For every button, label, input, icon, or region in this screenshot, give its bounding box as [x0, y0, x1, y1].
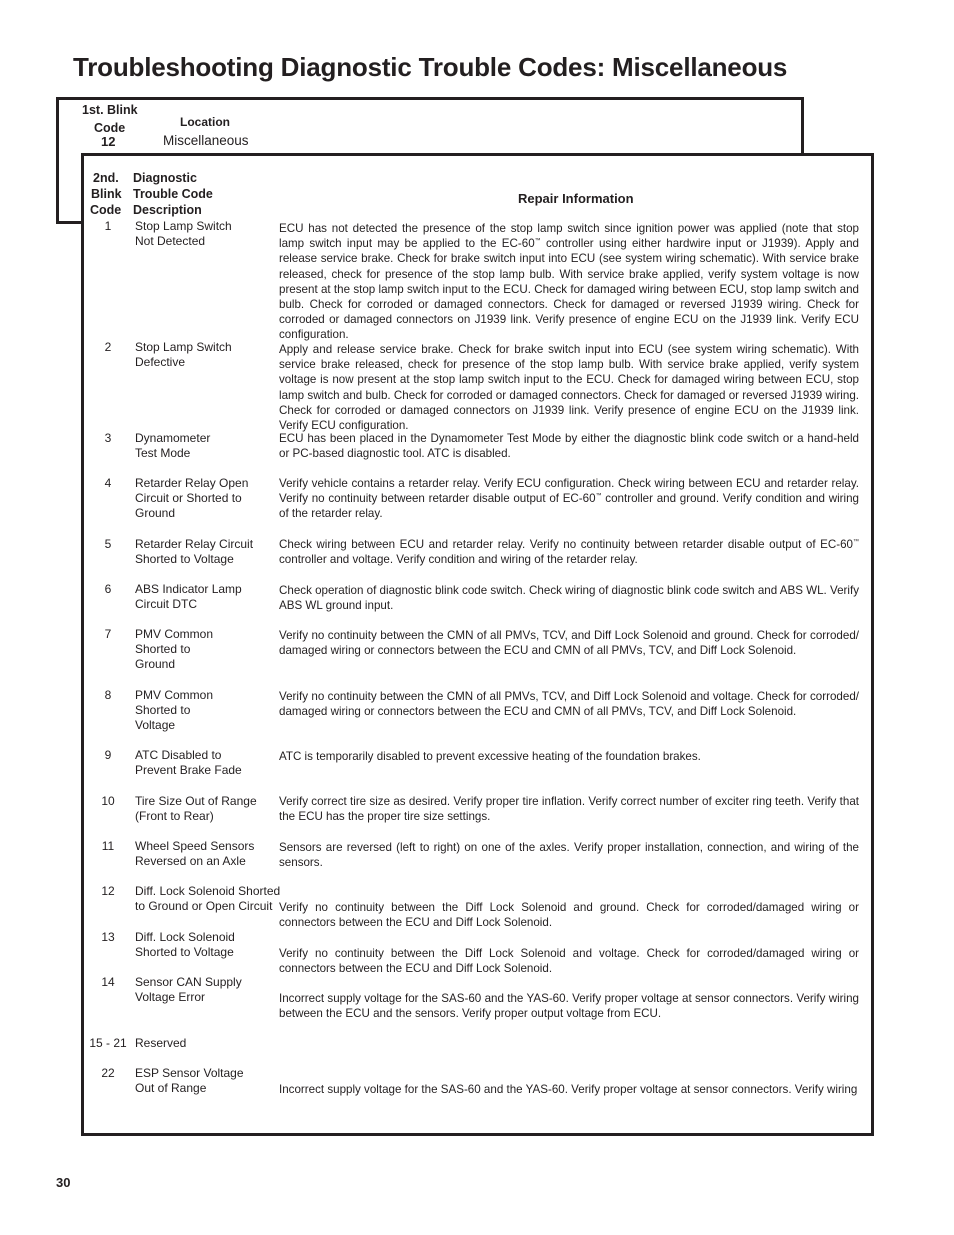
- desc-line: Shorted to Voltage: [135, 552, 234, 567]
- desc-line: ABS Indicator Lamp: [135, 582, 242, 596]
- desc-line: Sensor CAN Supply: [135, 975, 242, 989]
- row-repair-info: [279, 537, 859, 567]
- row-code: 5: [104, 537, 112, 551]
- row-description: [135, 884, 285, 914]
- info-text: controller and voltage. Verify condition and wiring of the retarder relay.: [279, 553, 638, 567]
- desc-line: Prevent Brake Fade: [135, 763, 242, 778]
- desc-line: Out of Range: [135, 1081, 207, 1096]
- row-code: 7: [104, 627, 112, 641]
- row-description: [135, 537, 280, 567]
- row-code: 14: [101, 975, 115, 989]
- row-description: [135, 975, 280, 1005]
- row-repair-info: [279, 689, 859, 719]
- desc-line: to Ground or Open Circuit: [135, 899, 273, 914]
- info-text: Verify no continuity between the CMN of all PMVs, TCV, and Diff Lock Solenoid and voltage. Check for corroded/ damaged wiring or connectors between the ECU and CMN of all PMVs, TCV, and Diff Lock Solenoid.: [279, 690, 859, 719]
- desc-line: Shorted to Voltage: [135, 945, 234, 960]
- desc-line: ATC Disabled to: [135, 748, 222, 762]
- col3-header: Repair Information: [518, 191, 634, 206]
- row-description: [135, 930, 280, 960]
- row-repair-info: [279, 991, 859, 1021]
- row-code: 10: [101, 794, 115, 808]
- desc-line: Not Detected: [135, 234, 206, 249]
- desc-line: PMV Common: [135, 627, 214, 641]
- location-value: Miscellaneous: [163, 133, 249, 148]
- info-text: Verify no continuity between the CMN of all PMVs, TCV, and Diff Lock Solenoid and ground. Check for corroded/ damaged wiring or connectors between the ECU and CMN of all PMVs, TCV, and Diff Lock Solenoid.: [279, 629, 859, 658]
- info-text: Sensors are reversed (left to right) on one of the axles. Verify proper installation, connection, and wiring of the sensors.: [279, 841, 859, 870]
- col2-header-line3: Description: [133, 203, 202, 217]
- desc-line: (Front to Rear): [135, 809, 214, 824]
- row-code: 11: [101, 839, 115, 853]
- row-repair-info: [279, 431, 859, 461]
- desc-line: Retarder Relay Circuit: [135, 537, 254, 551]
- info-text: ATC is temporarily disabled to prevent excessive heating of the foundation brakes.: [279, 750, 701, 763]
- desc-line: Voltage: [135, 718, 176, 733]
- desc-line: Shorted to: [135, 703, 191, 718]
- row-repair-info: [279, 946, 859, 976]
- first-blink-header-line2: Code: [94, 121, 126, 135]
- row-code: 22: [101, 1066, 115, 1080]
- col2-header-line1: Diagnostic: [133, 171, 197, 185]
- row-description: [135, 1036, 280, 1051]
- desc-line: Ground: [135, 506, 176, 521]
- row-repair-info: [279, 342, 859, 433]
- desc-line: Defective: [135, 355, 186, 370]
- row-code: 4: [104, 476, 112, 490]
- row-repair-info: [279, 583, 859, 613]
- col1-header-line1: 2nd.: [93, 171, 119, 185]
- col2-header-line2: Trouble Code: [133, 187, 213, 201]
- info-text: Check wiring between ECU and retarder relay. Verify no continuity between retarder disable output of EC-60: [279, 538, 853, 551]
- col1-header-line2: Blink: [91, 187, 122, 201]
- info-text: controller using either hardwire input or J1939). Apply and release service brake. Check for brake switch input into ECU (see system wiring schematic). With service brake released, check for presence of the stop lamp bulb. With service brake applied, verify system voltage is now present at the stop lamp switch input to the ECU. Check for damaged wiring between ECU, stop lamp switch and bulb. Check for corroded or damaged connectors. Check for damaged or reversed J1939 wiring. Check for corroded or damaged connectors on J1939 link. Verify presence of engine ECU on the J1939 link. Verify ECU configuration.: [279, 237, 859, 342]
- row-code: 8: [104, 688, 112, 702]
- info-text: Verify no continuity between the Diff Lock Solenoid and ground. Check for corroded/damaged wiring or connectors between the ECU and Diff Lock Solenoid.: [279, 901, 859, 930]
- row-repair-info: [279, 628, 859, 658]
- desc-line: Diff. Lock Solenoid: [135, 930, 235, 944]
- trademark-mark: ™: [534, 238, 541, 245]
- desc-line: Reversed on an Axle: [135, 854, 246, 869]
- desc-line: Tire Size Out of Range: [135, 794, 257, 808]
- desc-line: Voltage Error: [135, 990, 206, 1005]
- desc-line: Wheel Speed Sensors: [135, 839, 255, 853]
- first-blink-code: 12: [101, 134, 116, 149]
- row-code: 6: [104, 582, 112, 596]
- row-repair-info: [279, 476, 859, 522]
- row-description: [135, 219, 280, 249]
- row-description: [135, 431, 280, 461]
- page-title: Troubleshooting Diagnostic Trouble Codes: Miscellaneous: [73, 52, 788, 82]
- row-description: [135, 582, 280, 612]
- info-text: Verify correct tire size as desired. Verify proper tire inflation. Verify correct number of exciter ring teeth. Verify that the ECU has the proper tire size settings.: [279, 795, 859, 824]
- col1-header-line3: Code: [90, 203, 122, 217]
- desc-line: Test Mode: [135, 446, 191, 461]
- desc-line: Ground: [135, 657, 176, 672]
- desc-line: Retarder Relay Open: [135, 476, 249, 490]
- row-code: 15 - 21: [89, 1036, 127, 1050]
- desc-line: Stop Lamp Switch: [135, 340, 232, 354]
- row-description: [135, 688, 280, 734]
- row-repair-info: [279, 749, 859, 764]
- row-code: 2: [104, 340, 112, 354]
- row-description: [135, 839, 280, 869]
- info-text: Incorrect supply voltage for the SAS-60 and the YAS-60. Verify proper voltage at sensor connectors. Verify wiring between the ECU and the sensors. Verify proper output voltage from ECU.: [279, 992, 859, 1021]
- row-code: 3: [104, 431, 112, 445]
- info-text: Incorrect supply voltage for the SAS-60 and the YAS-60. Verify proper voltage at sensor connectors. Verify wiring: [279, 1083, 858, 1096]
- row-repair-info: [279, 900, 859, 930]
- info-text: ECU has not detected the presence of the stop lamp switch since ignition power was applied (note that stop lamp switch input may be applied to the EC-60: [279, 222, 859, 251]
- row-description: [135, 1066, 280, 1096]
- info-text: Apply and release service brake. Check for brake switch input into ECU (see system wiring schematic). With service brake released, check for presence of the stop lamp bulb. With service brake applied, verify system voltage is now present at the stop lamp switch input to the ECU. Check for damaged wiring between ECU, stop lamp switch and bulb. Check for corroded or damaged connectors. Check for damaged or reversed J1939 wiring. Check for corroded or damaged connectors on J1939 link. Verify presence of engine ECU on the J1939 link. Verify ECU configuration.: [279, 343, 859, 433]
- row-code: 1: [104, 219, 112, 233]
- info-text: Verify no continuity between the Diff Lock Solenoid and voltage. Check for corroded/damaged wiring or connectors between the ECU and Diff Lock Solenoid.: [279, 947, 859, 976]
- row-repair-info: [279, 221, 859, 343]
- row-description: [135, 748, 280, 778]
- location-header: Location: [180, 115, 230, 129]
- info-text: Verify vehicle contains a retarder relay. Verify ECU configuration. Check wiring between ECU and retarder relay. Verify no continuity between retarder disable output of EC-60: [279, 477, 859, 506]
- row-description: [135, 476, 280, 522]
- desc-line: Circuit DTC: [135, 597, 197, 612]
- row-code: 9: [104, 748, 112, 762]
- first-blink-header-line1: 1st. Blink: [82, 103, 138, 117]
- info-text: controller and ground. Verify condition and wiring of the retarder relay.: [279, 492, 859, 521]
- info-text: ECU has been placed in the Dynamometer Test Mode by either the diagnostic blink code switch or a hand-held or PC-based diagnostic tool. ATC is disabled.: [279, 432, 859, 461]
- row-description: [135, 340, 280, 370]
- page-number: 30: [56, 1175, 71, 1190]
- row-repair-info: [279, 794, 859, 824]
- row-repair-info: [279, 1082, 859, 1097]
- desc-line: Stop Lamp Switch: [135, 219, 232, 233]
- trademark-mark: ™: [853, 539, 859, 546]
- desc-line: PMV Common: [135, 688, 214, 702]
- info-text: Check operation of diagnostic blink code switch. Check wiring of diagnostic blink code switch and ABS WL. Verify ABS WL ground input.: [279, 584, 859, 613]
- row-code: 12: [101, 884, 115, 898]
- desc-line: Diff. Lock Solenoid Shorted: [135, 884, 281, 898]
- desc-line: Shorted to: [135, 642, 191, 657]
- row-repair-info: [279, 840, 859, 870]
- desc-line: Reserved: [135, 1036, 187, 1050]
- trademark-mark: ™: [595, 493, 602, 500]
- desc-line: Dynamometer: [135, 431, 211, 445]
- row-description: [135, 627, 280, 673]
- row-description: [135, 794, 280, 824]
- desc-line: ESP Sensor Voltage: [135, 1066, 244, 1080]
- row-code: 13: [101, 930, 115, 944]
- desc-line: Circuit or Shorted to: [135, 491, 242, 506]
